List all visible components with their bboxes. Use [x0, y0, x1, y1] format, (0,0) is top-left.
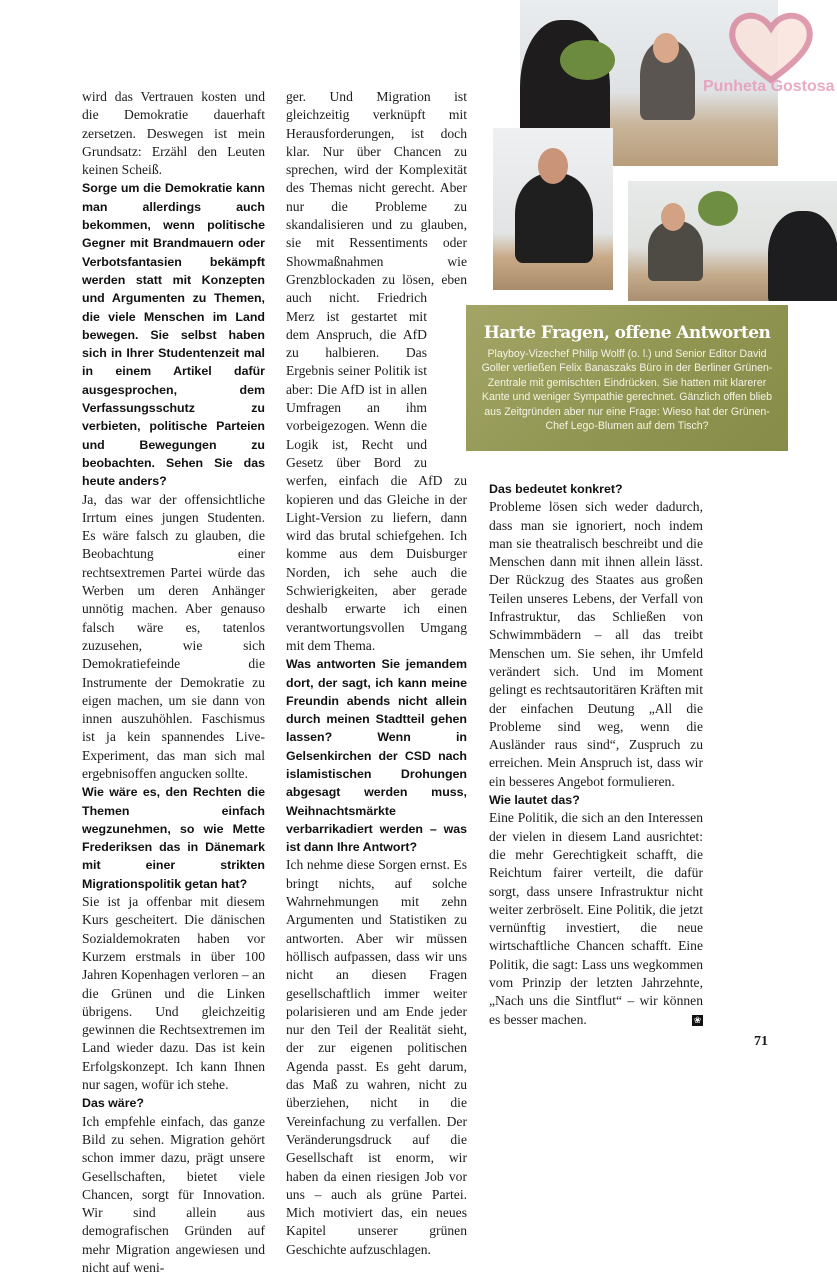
interview-question: Wie lautet das?: [489, 793, 580, 808]
page-number: 71: [754, 1034, 768, 1049]
interview-question: Was antworten Sie jemandem dort, der sagt, ich kann meine Freundin abends nicht allein durch meinen Stadtteil gehen lassen? Wenn in Gelsenkirchen der CSD nach islamistischen Drohungen abgesagt werden muss, Weihnachtsmärkte verbarrikadiert werden – was ist dann Ihre Antwort?: [286, 657, 467, 855]
article-column-2: [286, 88, 467, 1259]
interview-question: Das bedeutet konkret?: [489, 482, 623, 496]
interview-answer: wird das Vertrauen kosten und die Demokratie dauerhaft zersetzen. Deswegen ist mein Grundsatz: Erzähl den Leuten keinen Scheiß.: [82, 89, 265, 178]
interview-question: Wie wäre es, den Rechten die Themen einfach wegzunehmen, so wie Mette Frederiksen das in Dänemark mit einer strikten Migrationspolitik getan hat?: [82, 785, 265, 891]
playboy-bunny-icon: ❀: [693, 1014, 702, 1025]
interview-answer: Ich empfehle einfach, das ganze Bild zu sehen. Migration gehört schon immer dazu, prägt unsere Gesellschaften, bietet viele Chancen, sorgt für Innovation. Wir sind allein aus demografischen Gründen auf mehr Migration angewiesen und nicht auf weni-: [82, 1113, 265, 1275]
interview-question: Sorge um die Demokratie kann man allerdings auch bekommen, wenn politische Gegner mit Brandmauern oder Verbotsfantasien bekämpft werden statt mit Konzepten und Argumenten zu Themen, die viele Menschen im Land bewegen. Sie selbst haben sich in Ihrer Studentenzeit mal in einem Artikel dafür ausgesprochen, dem Verfassungsschutz zu verbieten, politische Parteien und Bewegungen zu beobachten. Sehen Sie das heute anders?: [82, 181, 265, 489]
watermark-text: Punheta Gostosa: [703, 78, 835, 95]
interview-answer: Ja, das war der offensichtliche Irrtum eines jungen Studenten. Es wäre falsch zu glauben, die Beobachtung einer rechtsextremen Partei würde das Werben um deren Anhänger unnötig machen. Aber genauso falsch wäre es, tatenlos zuzusehen, wie sich Demokratiefeinde die Instrumente der Demokratie zu eigen machen, um sie dann von innen auszuhöhlen. Faschismus ist ja kein spannendes Live-Experiment, das man sich mal ergebnisoffen angucken sollte.: [82, 491, 265, 781]
photo-caption-box: [466, 305, 788, 451]
article-column-3: [489, 480, 703, 1029]
interview-photo-banaszak: [493, 128, 613, 290]
interview-photo-table: [628, 181, 837, 301]
interview-answer: Ich nehme diese Sorgen ernst. Es bringt nichts, auf solche Wahrnehmungen mit zehn Argumenten und Statistiken zu antworten. Aber wir müssen höllisch aufpassen, dass wir uns nicht an diesen Fragen gesellschaftlich immer weiter polarisieren und am Ende jeder nur den Teil der Realität sieht, der zur eigenen politischen Agenda passt. Es geht darum, das Maß zu wahren, nicht zu überziehen, nicht in die Vereinfachung zu verfallen. Der Veränderungsdruck auf die Gesellschaft ist enorm, wir haben da einen riesigen Job vor uns – auch als grüne Partei. Mich motiviert das, ein neues Kapitel unserer grünen Geschichte aufzuschlagen.: [286, 857, 467, 1257]
caption-title: Harte Fragen, offene Antworten: [483, 323, 771, 343]
interview-answer: Eine Politik, die sich an den Interessen der vielen in diesem Land ausrichtet: die mehr Gerechtigkeit schafft, die Reichtum fairer verteilt, die dafür sorgt, dass unsere Infrastruktur nicht weiter zerbröselt. Eine Politik, die jetzt vernünftig investiert, die neue wirtschaftliche Chancen schafft. Eine Politik, die sagt: Lass uns wegkommen vom Prinzip der letzten Jahrzehnte, „Nach uns die Sintflut“ – wir können es besser machen. ❀: [489, 810, 703, 1027]
interview-answer: Probleme lösen sich weder dadurch, dass man sie ignoriert, noch indem man sie theatralisch beschreibt und die Menschen dann mit ihnen allein lässt. Der Rückzug des Staates aus großen Teilen unseres Lebens, der Verfall von Infrastruktur, das Schließen von Schwimmbädern – all das treibt Menschen um. Sie sehen, ihr Umfeld verändert sich. Und im Moment gelingt es rechtsautoritären Kräften mit der einfachen Deutung „All die Probleme sind weg, wenn die Ausländer raus sind“, Zuspruch zu erreichen. Mein Anspruch ist, dass wir ein besseres Angebot formulieren.: [489, 499, 703, 789]
article-column-1: [82, 88, 265, 1277]
caption-text: Playboy-Vizechef Philip Wolff (o. l.) und Senior Editor David Goller verließen Felix Banaszaks Büro in der Berliner Grünen-Zentrale mit gemischten Eindrücken. Sie hatten mit klarerer Kante und weniger Sympathie gerechnet. Gänzlich offen blieb aus Zeitgründen aber nur eine Frage: Wieso hat der Grünen-Chef Lego-Blumen auf dem Tisch?: [481, 348, 773, 433]
interview-answer: Sie ist ja offenbar mit diesem Kurs gescheitert. Die dänischen Sozialdemokraten haben vor Kurzem erstmals in über 100 Jahren Kopenhagen verloren – an die Grünen und die Linken übrigens. Und gleichzeitig gewinnen die Rechtsextremen im Land wieder dazu. Das ist kein Erfolgskonzept. Ich kann Ihnen nur sagen, wofür ich stehe.: [82, 894, 265, 1093]
heart-icon: [726, 10, 816, 85]
interview-question: Das wäre?: [82, 1096, 144, 1111]
watermark-logo: [703, 10, 835, 100]
float-spacer: [427, 290, 467, 472]
interview-answer: ger. Und Migration ist gleichzeitig verknüpft mit Herausforderungen, ist doch klar. Nur über Chancen zu sprechen, wird der Komplexität des Themas nicht gerecht. Aber nur die Probleme zu skandalisieren und zu glauben, sie mit Ressentiments oder Showmaßnahmen wie Grenzblockaden zu lösen, eben auch nicht. Friedrich Merz ist gestartet mit dem Anspruch, die AfD zu halbieren. Das Ergebnis seiner Politik ist aber: Die AfD ist in allen Umfragen an ihm vorbeigezogen. Wenn die Logik ist, Recht und Gesetz über Bord zu werfen, einfach die AfD zu kopieren und das Gleiche in der Light-Version zu liefern, dann wird das brutal schiefgehen. Ich komme aus dem Duisburger Norden, ich sehe auch die Schwierigkeiten, aber gerade deshalb erwarte ich einen verantwortungsvollen Umgang mit dem Thema.: [286, 89, 467, 653]
